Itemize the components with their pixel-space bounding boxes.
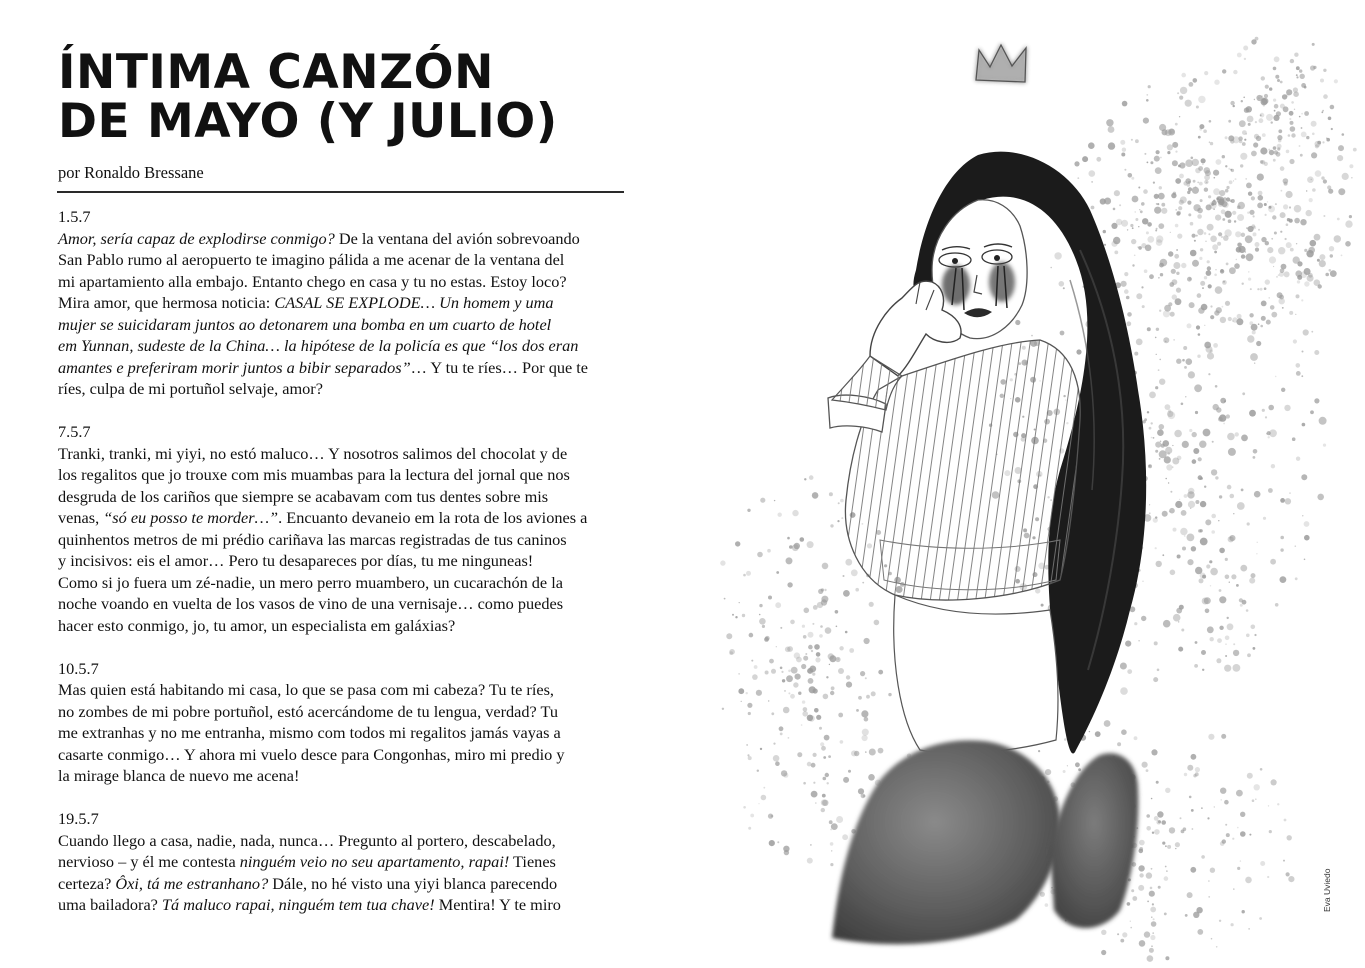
body-shadow-right	[1050, 753, 1138, 928]
text-run: San Pablo rumo al aeropuerto te imagino pálida a me acenar de la ventana del	[58, 250, 565, 269]
crown-icon	[976, 45, 1026, 82]
article-title	[58, 45, 698, 149]
text-run: Cuando llego a casa, nadie, nada, nunca… Pregunto al portero, descabelado,	[58, 830, 556, 850]
text-line	[58, 228, 633, 250]
text-run: casarte conmigo… Y ahora mi vuelo desce para Congonhas, miro mi predio y	[58, 744, 565, 764]
text-run: Como si jo fuera um zé-nadie, un mero perro muambero, un cucarachón de la	[58, 572, 563, 592]
entry-date: 19.5.7	[58, 809, 99, 828]
text-run: me extranhas y no me entranha, mismo com todos mi regalitos jamás vayas a	[58, 723, 561, 742]
text-run: venas,	[58, 508, 104, 527]
text-line	[58, 335, 633, 357]
title-divider	[57, 191, 624, 193]
diary-entry	[58, 421, 633, 636]
text-line	[58, 443, 633, 465]
text-line	[58, 464, 633, 486]
text-run: no zombes de mi pobre portuñol, estó acercándome de tu lengua, verdad? Tu	[58, 701, 559, 721]
text-run: Tranki, tranki, mi yiyi, no estó maluco… Y nosotros salimos del chocolat y de	[58, 443, 568, 463]
text-line	[58, 873, 633, 895]
text-run: la mirage blanca de nuevo me acena!	[58, 766, 300, 785]
article-body	[58, 206, 633, 937]
text-line	[58, 593, 633, 615]
waist	[894, 595, 1058, 753]
text-line	[58, 744, 633, 766]
text-line	[58, 507, 633, 529]
diary-entry	[58, 206, 633, 400]
illustration-credit: Eva Uviedo	[1322, 868, 1332, 912]
byline: por Ronaldo Bressane	[58, 163, 204, 182]
title-line-2: DE MAYO (Y JULIO)	[58, 94, 558, 149]
crowned-woman-illustration	[720, 20, 1360, 968]
text-run: noche voando en vuelta de los vasos de vino de una vernisaje… como puedes	[58, 594, 564, 613]
italic-run: Amor, sería capaz de explodirse conmigo?	[58, 228, 335, 248]
text-run: Mas quien está habitando mi casa, lo que se pasa com mi cabeza? Tu te ríes,	[58, 680, 554, 699]
text-line	[58, 894, 633, 916]
entry-date: 1.5.7	[58, 207, 91, 226]
title-line-1: ÍNTIMA CANZÓN	[58, 45, 494, 100]
text-run: nervioso – y él me contesta	[58, 852, 240, 871]
diary-entry	[58, 808, 633, 916]
entry-date: 10.5.7	[58, 658, 99, 678]
text-run: los regalitos que jo trouxe com mis muambas para la lectura del jornal que nos	[58, 465, 570, 484]
text-line	[58, 314, 633, 336]
text-line	[58, 529, 633, 551]
text-line	[58, 249, 633, 271]
italic-run: Ôxi, tá me estranhano?	[115, 873, 269, 893]
text-line	[58, 550, 633, 572]
text-line	[58, 615, 633, 637]
entry-date: 7.5.7	[58, 422, 91, 441]
text-line	[58, 701, 633, 723]
italic-run: Tá maluco rapai, ninguém tem tua chave!	[161, 895, 435, 914]
italic-run: mujer se suicidaram juntos ao detonarem una bomba en um cuarto de hotel	[58, 314, 552, 334]
text-run: Mira amor, que hermosa noticia:	[58, 293, 275, 312]
italic-run: amantes e preferiram morir juntos a bibir separados”	[58, 357, 411, 377]
italic-run: CASAL SE EXPLODE… Un homem y uma	[274, 293, 554, 312]
text-line	[58, 851, 633, 873]
italic-run: ninguém veio no seu apartamento, rapai!	[239, 852, 510, 871]
text-run: hacer esto conmigo, jo, tu amor, un especialista em galáxias?	[58, 615, 456, 635]
text-line	[58, 486, 633, 508]
text-line	[58, 572, 633, 594]
text-run: Dále, no hé visto una yiyi blanca parecendo	[268, 873, 558, 893]
text-line	[58, 357, 633, 379]
text-run: desgruda de los cariños que siempre se acabavam com tus dentes sobre mis	[58, 486, 549, 506]
text-line	[58, 679, 633, 701]
body-shadow-left	[832, 740, 1060, 944]
text-run: certeza?	[58, 873, 116, 893]
diary-entry	[58, 658, 633, 787]
text-run: ríes, culpa de mi portuñol selvaje, amor?	[58, 379, 323, 398]
italic-run: em Yunnan, sudeste de la China… la hipótese de la policía es que “los dos eran	[58, 336, 579, 355]
text-line	[58, 765, 633, 787]
text-run: uma bailadora?	[58, 895, 162, 914]
text-run: Mentira! Y te miro	[434, 895, 561, 914]
text-line	[58, 292, 633, 314]
text-run: quinhentos metros de mi prédio cariñava las marcas registradas de tus caninos	[58, 529, 567, 549]
text-run: De la ventana del avión sobrevoando	[334, 228, 580, 248]
text-run: mi apartamiento alla embajo. Entanto chego en casa y tu no estas. Estoy loco?	[58, 271, 567, 291]
text-run: y incisivos: eis el amor… Pero tu desapareces por días, tu me ninguneas!	[58, 551, 534, 570]
italic-run: “só eu posso te morder…”	[103, 508, 279, 527]
text-line	[58, 378, 633, 400]
text-run: … Y tu te ríes… Por que te	[410, 357, 589, 377]
text-run: Tienes	[509, 852, 556, 871]
text-line	[58, 722, 633, 744]
text-run: . Encuanto devaneio em la rota de los aviones a	[278, 508, 588, 527]
text-line	[58, 830, 633, 852]
text-line	[58, 271, 633, 293]
